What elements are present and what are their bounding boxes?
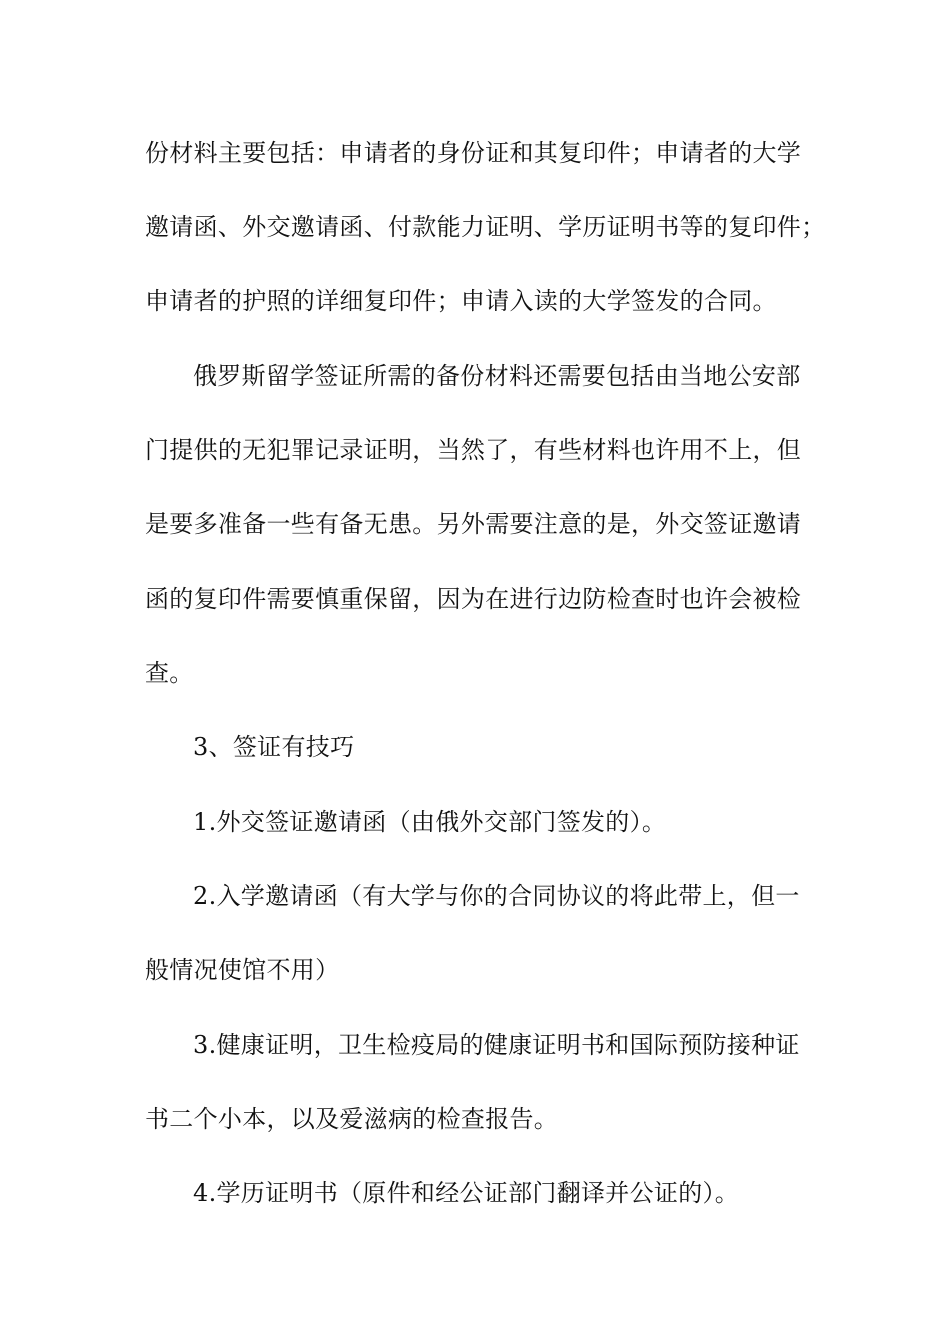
section-heading: 3、签证有技巧	[193, 733, 355, 761]
list-item: 1.外交签证邀请函（由俄外交部门签发的）。	[193, 808, 667, 836]
text-line: 书二个小本，以及爱滋病的检查报告。	[145, 1105, 559, 1133]
text-line: 是要多准备一些有备无患。另外需要注意的是，外交签证邀请	[145, 510, 802, 538]
text-line: 申请者的护照的详细复印件；申请入读的大学签发的合同。	[145, 287, 777, 315]
text-line: 邀请函、外交邀请函、付款能力证明、学历证明书等的复印件；	[145, 213, 826, 241]
text-line: 份材料主要包括：申请者的身份证和其复印件；申请者的大学	[145, 139, 802, 167]
text-line: 函的复印件需要慎重保留，因为在进行边防检查时也许会被检	[145, 585, 802, 613]
text-line: 门提供的无犯罪记录证明，当然了，有些材料也许用不上，但	[145, 436, 802, 464]
paragraph-first-line: 俄罗斯留学签证所需的备份材料还需要包括由当地公安部	[193, 362, 801, 390]
text-line: 查。	[145, 659, 194, 687]
list-item: 3.健康证明，卫生检疫局的健康证明书和国际预防接种证	[193, 1031, 800, 1059]
list-item: 4.学历证明书（原件和经公证部门翻译并公证的）。	[193, 1179, 740, 1207]
list-item: 2.入学邀请函（有大学与你的合同协议的将此带上，但一	[193, 882, 800, 910]
text-line: 般情况使馆不用）	[145, 956, 340, 984]
